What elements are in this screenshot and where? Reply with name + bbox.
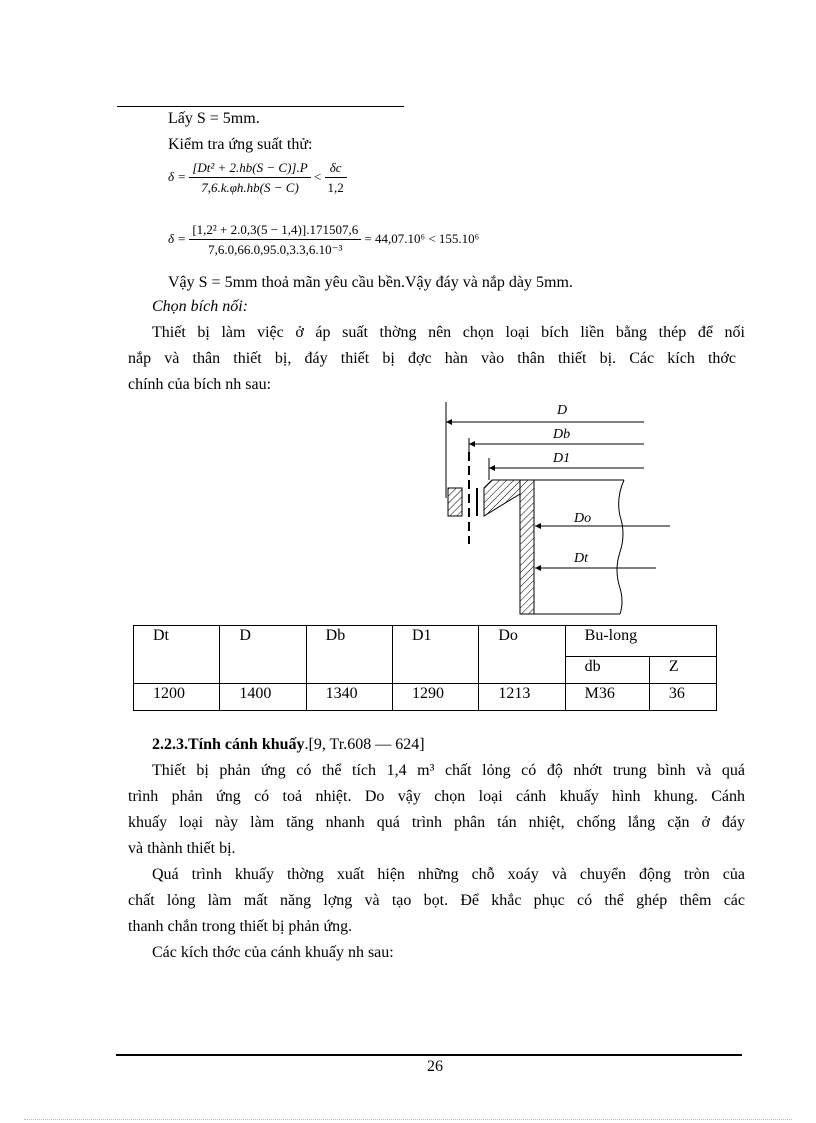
cell-bolt-count: 36 [649, 684, 716, 711]
eq2-denominator: 7,6.0,66.0,95.0,3.3,6.10⁻³ [208, 242, 343, 257]
equation-2 [168, 222, 479, 258]
eq1-fraction [189, 160, 310, 196]
vortex-paragraph-line-1: Quá trình khuấy thờng xuất hiện những chỗ xoáy và chuyển động tròn của [152, 866, 745, 883]
eq1-operator: < [313, 168, 322, 184]
page-bottom-border [24, 1119, 792, 1120]
flange-paragraph-line-3: chính của bích nh sau: [128, 376, 272, 393]
vortex-paragraph-line-2: chất lỏng làm mất năng lợng và tạo bọt. Để khắc phục có thể ghép thêm các [128, 892, 745, 909]
section-2-2-3-reference: .[9, Tr.608 — 624] [304, 736, 425, 753]
impeller-paragraph-line-4: và thành thiết bị. [128, 840, 236, 857]
eq1-denominator: 7,6.k.φh.hb(S − C) [201, 180, 299, 195]
cell-do: 1213 [479, 684, 565, 711]
impeller-dimensions-intro: Các kích thớc của cánh khuấy nh sau: [152, 944, 394, 961]
paragraph-lay-s: Lấy S = 5mm. [168, 110, 260, 127]
header-d1: D1 [392, 626, 478, 684]
table-row [134, 684, 717, 711]
diagram-label-Db: Db [553, 427, 571, 442]
header-db: Db [306, 626, 392, 684]
subheader-z: Z [649, 657, 716, 684]
impeller-paragraph-line-3: khuấy loại này làm tăng nhanh quá trình phân tán nhiệt, chống lắng cặn ở đáy [128, 814, 745, 831]
paragraph-conclusion: Vậy S = 5mm thoả mãn yêu cầu bền.Vậy đáy và nắp dày 5mm. [168, 274, 573, 291]
header-do: Do [479, 626, 565, 684]
flange-dimension-table [133, 625, 717, 711]
eq1-lhs: δ = [168, 168, 187, 184]
vortex-paragraph-line-3: thanh chắn trong thiết bị phản ứng. [128, 918, 353, 935]
flange-paragraph-line-1: Thiết bị làm việc ở áp suất thờng nên chọn loại bích liền bằng thép để nối [152, 324, 745, 341]
diagram-label-Dt: Dt [574, 551, 588, 566]
cell-bolt-size: M36 [565, 684, 649, 711]
paragraph-check-stress: Kiểm tra ứng suất thử: [168, 136, 313, 153]
section-flange-title: Chọn bích nối: [152, 298, 248, 315]
header-dt: Dt [134, 626, 220, 684]
cell-d1: 1290 [392, 684, 478, 711]
diagram-label-D: D [557, 403, 568, 418]
header-rule [117, 106, 404, 107]
equation-1 [168, 160, 347, 196]
table-header-row [134, 626, 717, 657]
header-d: D [220, 626, 306, 684]
header-bolt: Bu-long [565, 626, 716, 657]
impeller-paragraph-line-1: Thiết bị phản ứng có thể tích 1,4 m³ chất lỏng có độ nhớt trung bình và quá [152, 762, 745, 779]
cell-d: 1400 [220, 684, 306, 711]
eq2-fraction [189, 222, 361, 258]
eq1-numerator: [Dt² + 2.hb(S − C)].P [189, 160, 310, 178]
section-2-2-3-heading [152, 736, 425, 754]
eq1-right-numerator: δc [325, 160, 347, 178]
diagram-label-D1: D1 [553, 451, 571, 466]
eq2-numerator: [1,2² + 2.0,3(5 − 1,4)].171507,6 [189, 222, 361, 240]
cell-dt: 1200 [134, 684, 220, 711]
flange-paragraph-line-2: nắp và thân thiết bị, đáy thiết bị đợc hàn vào thân thiết bị. Các kích thớc [128, 350, 736, 367]
eq2-rhs: = 44,07.10⁶ < 155.10⁶ [364, 230, 480, 246]
eq1-right-denominator: 1,2 [327, 180, 344, 195]
eq1-right-fraction [325, 160, 347, 196]
page-number: 26 [427, 1058, 443, 1075]
section-2-2-3-title: 2.2.3.Tính cánh khuấy [152, 736, 305, 753]
diagram-label-Do: Do [574, 511, 592, 526]
impeller-paragraph-line-2: trình phản ứng có toả nhiệt. Do vậy chọn loại cánh khuấy hình khung. Cánh [128, 788, 745, 805]
flange-diagram [440, 398, 680, 620]
cell-db: 1340 [306, 684, 392, 711]
footer-rule [116, 1054, 742, 1056]
eq2-lhs: δ = [168, 230, 187, 246]
subheader-db: db [565, 657, 649, 684]
